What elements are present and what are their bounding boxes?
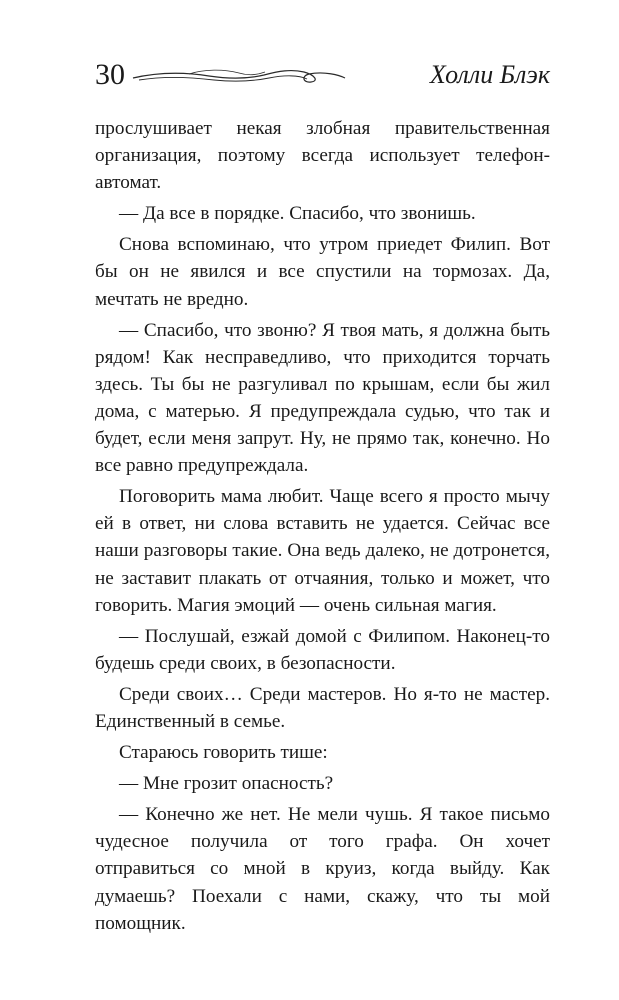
paragraph: Снова вспоминаю, что утром приедет Филип. Вот бы он не явился и все спустили на тормозах. Да, мечтать не вредно. bbox=[95, 234, 550, 310]
paragraph: — Конечно же нет. Не мели чушь. Я такое письмо чудесное получила от того графа. Он хочет отправиться со мной в круиз, когда выйду. Как думаешь? Поехали с нами, скажу, что ты мой помощник. bbox=[95, 804, 550, 934]
paragraph: Стараюсь говорить тише: bbox=[119, 742, 328, 764]
page-number: 30 bbox=[95, 58, 125, 91]
body-text bbox=[95, 115, 550, 937]
running-head-author: Холли Блэк bbox=[429, 60, 550, 89]
paragraph: — Мне грозит опасность? bbox=[119, 773, 334, 795]
paragraph: Поговорить мама любит. Чаще всего я просто мычу ей в ответ, ни слова вставить не удается. Сейчас все наши разговоры такие. Она ведь далеко, не дотронется, не заставит плакать от отчаяния, только и может, что говорить. Магия эмоций — очень сильная магия. bbox=[95, 486, 550, 616]
paragraph: — Спасибо, что звоню? Я твоя мать, я должна быть рядом! Как несправедливо, что приходится торчать здесь. Ты бы не разгуливал по крышам, если бы жил дома, с матерью. Я предупреждала судью, что так и будет, если меня запрут. Ну, не прямо так, конечно. Но все равно предупреждала. bbox=[95, 319, 550, 477]
paragraph: Среди своих… Среди мастеров. Но я-то не мастер. Единственный в семье. bbox=[95, 683, 550, 732]
decorative-flourish-icon bbox=[129, 63, 349, 89]
paragraph: прослушивает некая злобная правительственная организация, поэтому всегда использует телефон-автомат. bbox=[95, 118, 550, 194]
paragraph: — Послушай, езжай домой с Филипом. Наконец-то будешь среди своих, в безопасности. bbox=[95, 625, 550, 674]
page-header bbox=[95, 55, 550, 95]
paragraph: — Да все в порядке. Спасибо, что звонишь. bbox=[119, 203, 476, 225]
